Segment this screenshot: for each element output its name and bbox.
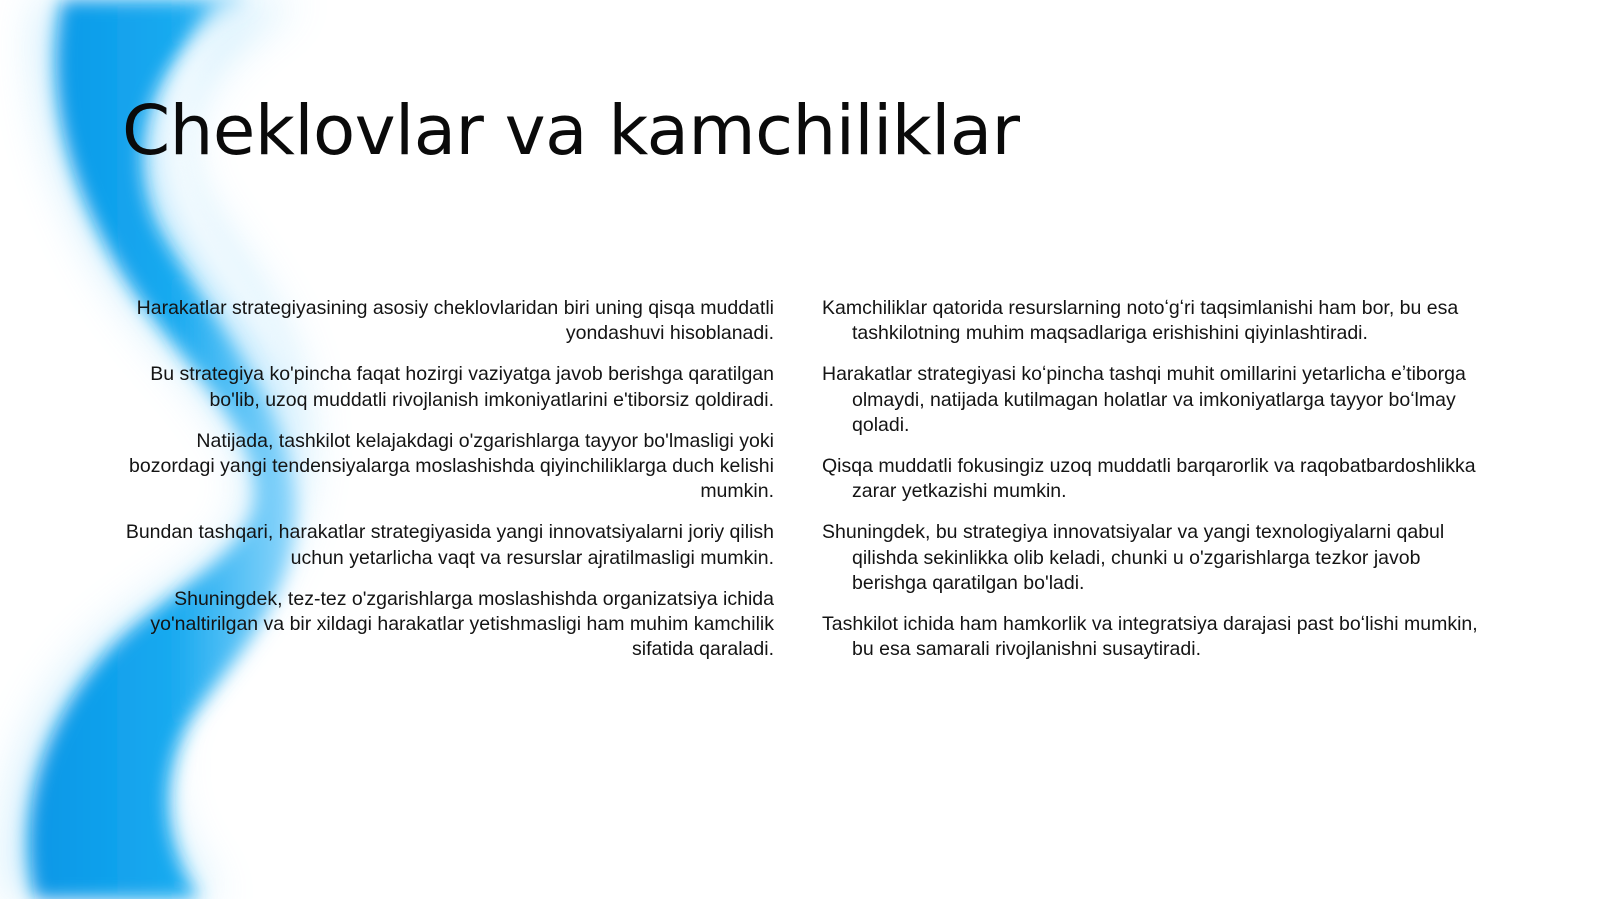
left-paragraph-2: Bu strategiya ko'pincha faqat hozirgi vaziyatga javob berishga qaratilgan bo'lib, uzoq muddatli rivojlanish imkoniyatlarini e'tiborsiz qoldiradi. <box>150 363 774 411</box>
left-paragraph-1: Harakatlar strategiyasining asosiy cheklovlaridan biri uning qisqa muddatli yondashuvi hisoblanadi. <box>136 297 774 345</box>
right-paragraph-2: Harakatlar strategiyasi koʻpincha tashqi muhit omillarini yetarlicha eʼtiborga olmaydi, natijada kutilmagan holatlar va imkoniyatlarga tayyor boʻlmay qoladi. <box>822 363 1466 437</box>
right-text-column <box>822 296 1482 678</box>
right-paragraph-1: Kamchiliklar qatorida resurslarning notoʻgʻri taqsimlanishi ham bor, bu esa tashkilotning muhim maqsadlariga erishishini qiyinlashtiradi. <box>822 297 1459 345</box>
right-paragraph-5: Tashkilot ichida ham hamkorlik va integratsiya darajasi past boʻlishi mumkin, bu esa samarali rivojlanishni susaytiradi. <box>822 613 1478 661</box>
left-paragraph-3: Natijada, tashkilot kelajakdagi o'zgarishlarga tayyor bo'lmasligi yoki bozordagi yangi tendensiyalarga moslashishda qiyinchiliklarga duch kelishi mumkin. <box>129 429 774 503</box>
left-paragraph-5: Shuningdek, tez-tez o'zgarishlarga moslashishda organizatsiya ichida yo'naltirilgan va bir xildagi harakatlar yetishmasligi ham muhim kamchilik sifatida qaraladi. <box>150 587 774 661</box>
slide-title: Cheklovlar va kamchiliklar <box>122 91 1020 171</box>
left-paragraph-4: Bundan tashqari, harakatlar strategiyasida yangi innovatsiyalarni joriy qilish uchun yetarlicha vaqt va resurslar ajratilmasligi mumkin. <box>125 521 774 569</box>
right-paragraph-4: Shuningdek, bu strategiya innovatsiyalar va yangi texnologiyalarni qabul qilishda sekinlikka olib keladi, chunki u o'zgarishlarga tezkor javob berishga qaratilgan bo'ladi. <box>822 521 1445 595</box>
left-text-column <box>118 296 774 678</box>
right-paragraph-3: Qisqa muddatli fokusingiz uzoq muddatli barqarorlik va raqobatbardoshlikka zarar yetkazishi mumkin. <box>822 455 1476 503</box>
